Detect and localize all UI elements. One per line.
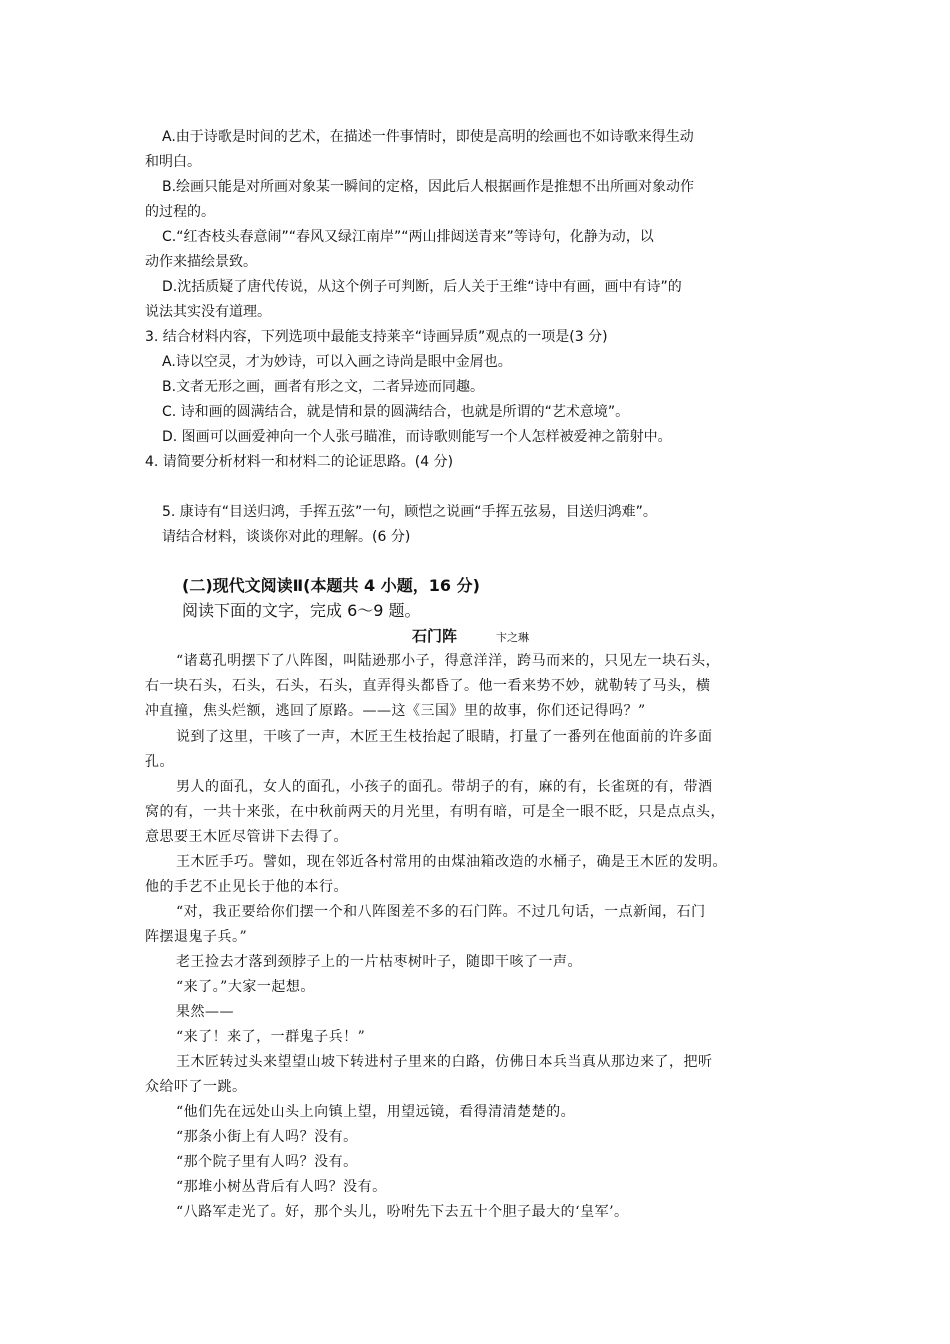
q3-option-c: C. 诗和画的圆满结合，就是情和景的圆满结合，也就是所谓的“艺术意境”。: [162, 404, 630, 420]
passage-line: 他的手艺不止见长于他的本行。: [145, 879, 348, 895]
passage-line: 冲直撞，焦头烂额，逃回了原路。——这《三国》里的故事，你们还记得吗？”: [145, 703, 646, 719]
q4-stem: 4. 请简要分析材料一和材料二的论证思路。(4 分): [145, 454, 454, 470]
q2-option-a-line1: A.由于诗歌是时间的艺术，在描述一件事情时，即使是高明的绘画也不如诗歌来得生动: [162, 129, 694, 145]
passage-line: “他们先在远处山头上向镇上望，用望远镜，看得清清楚楚的。: [176, 1104, 576, 1120]
q2-option-c-line1: C.“红杏枝头春意闹”“春风又绿江南岸”“两山排闼送青来”等诗句，化静为动，以: [162, 229, 654, 245]
passage-line: “诸葛孔明摆下了八阵图，叫陆逊那小子，得意洋洋，跨马而来的，只见左一块石头，: [176, 653, 721, 669]
passage-line: “对，我正要给你们摆一个和八阵图差不多的石门阵。不过几句话，一点新闻，石门: [176, 904, 706, 920]
q2-option-b-line2: 的过程的。: [145, 204, 215, 220]
passage-line: “那堆小树丛背后有人吗？没有。: [176, 1179, 387, 1195]
passage-line: “八路军走光了。好，那个头儿，吩咐先下去五十个胆子最大的‘皇军’。: [176, 1204, 629, 1220]
passage-line: 孔。: [145, 754, 174, 770]
q3-option-d: D. 图画可以画爱神向一个人张弓瞄准，而诗歌则能写一个人怎样被爱神之箭射中。: [162, 429, 672, 445]
q5-stem-line1: 5. 康诗有“目送归鸿，手挥五弦”一句，顾恺之说画“手挥五弦易，目送归鸿难”。: [162, 504, 657, 520]
q2-option-d-line1: D.沈括质疑了唐代传说，从这个例子可判断，后人关于王维“诗中有画，画中有诗”的: [162, 279, 682, 295]
q3-stem: 3. 结合材料内容，下列选项中最能支持莱辛“诗画异质”观点的一项是(3 分): [145, 329, 608, 345]
passage-author: 卞之琳: [496, 631, 529, 644]
q3-option-b: B.文者无形之画，画者有形之文，二者异迹而同趣。: [162, 379, 485, 395]
passage-line: “那个院子里有人吗？没有。: [176, 1154, 358, 1170]
passage-line: 说到了这里，干咳了一声，木匠王生枝抬起了眼睛，打量了一番列在他面前的许多面: [176, 729, 713, 745]
passage-line: 王木匠转过头来望望山坡下转进村子里来的白路，仿佛日本兵当真从那边来了，把听: [176, 1054, 713, 1070]
passage-line: 老王捡去才落到颈脖子上的一片枯枣树叶子，随即干咳了一声。: [176, 954, 582, 970]
q5-stem-line2: 请结合材料，谈谈你对此的理解。(6 分): [162, 529, 411, 545]
passage-line: “那条小街上有人吗？没有。: [176, 1129, 358, 1145]
passage-line: “来了！来了，一群鬼子兵！”: [176, 1029, 366, 1045]
passage-line: 男人的面孔，女人的面孔，小孩子的面孔。带胡子的有，麻的有，长雀斑的有，带酒: [176, 779, 713, 795]
passage-line: 右一块石头，石头，石头，石头，直弄得头都昏了。他一看来势不妙，就勒转了马头，横: [145, 678, 711, 694]
section-heading: (二)现代文阅读Ⅱ(本题共 4 小题，16 分): [182, 576, 480, 595]
passage-line: 意思要王木匠尽管讲下去得了。: [145, 829, 348, 845]
q2-option-a-line2: 和明白。: [145, 154, 201, 170]
passage-line: 王木匠手巧。譬如，现在邻近各村常用的由煤油箱改造的水桶子，确是王木匠的发明。: [176, 854, 727, 870]
q3-option-a: A.诗以空灵，才为妙诗，可以入画之诗尚是眼中金屑也。: [162, 354, 512, 370]
section-intro: 阅读下面的文字，完成 6～9 题。: [182, 601, 421, 620]
passage-line: 窝的有，一共十来张，在中秋前两天的月光里，有明有暗，可是全一眼不眨，只是点点头，: [145, 804, 725, 820]
passage-line: 果然——: [176, 1004, 234, 1020]
q2-option-b-line1: B.绘画只能是对所画对象某一瞬间的定格，因此后人根据画作是推想不出所画对象动作: [162, 179, 695, 195]
passage-title: 石门阵: [412, 627, 458, 645]
q2-option-d-line2: 说法其实没有道理。: [145, 304, 271, 320]
passage-line: “来了。”大家一起想。: [176, 979, 315, 995]
passage-line: 众给吓了一跳。: [145, 1079, 247, 1095]
passage-line: 阵摆退鬼子兵。”: [145, 929, 248, 945]
q2-option-c-line2: 动作来描绘景致。: [145, 254, 257, 270]
